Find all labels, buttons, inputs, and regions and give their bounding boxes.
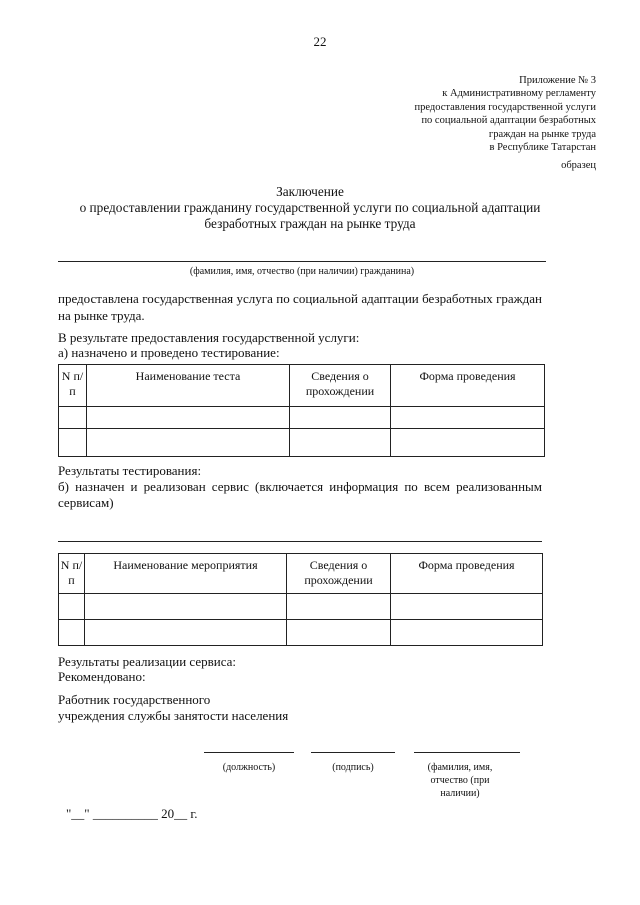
table-cell[interactable] xyxy=(391,594,543,620)
header-info: Сведения о прохождении xyxy=(290,365,391,407)
table-cell[interactable] xyxy=(59,594,85,620)
header-num: N п/п xyxy=(59,554,85,594)
appendix-line: по социальной адаптации безработных xyxy=(421,115,596,127)
table-row xyxy=(59,594,543,620)
signature-caption: (подпись) xyxy=(332,762,374,773)
header-event-name: Наименование мероприятия xyxy=(85,554,287,594)
header-test-name: Наименование теста xyxy=(87,365,290,407)
appendix-line: предоставления государственной услуги xyxy=(414,101,596,113)
name-signature-line[interactable] xyxy=(414,752,520,753)
worker-line: Работник государственного xyxy=(58,692,211,707)
table-cell[interactable] xyxy=(59,620,85,646)
position-caption: (должность) xyxy=(222,762,276,773)
service-text-line: предоставлена государственная услуга по социальной адаптации безработных граждан xyxy=(58,291,542,306)
appendix-line: к Административному регламенту xyxy=(442,88,596,100)
item-a: а) назначено и проведено тестирование: xyxy=(58,345,280,360)
item-b-line: б) назначен и реализован сервис (включается информация по всем реализованным xyxy=(58,479,542,494)
table-cell[interactable] xyxy=(287,620,391,646)
services-blank-line[interactable] xyxy=(58,541,542,542)
name-caption: (фамилия, имя, отчество (при наличии) xyxy=(427,762,493,799)
appendix-line: граждан на рынке труда xyxy=(488,128,596,140)
fio-blank-line[interactable] xyxy=(58,261,546,262)
table-cell[interactable] xyxy=(391,429,545,457)
appendix-line: в Республике Татарстан xyxy=(489,142,596,154)
table-cell[interactable] xyxy=(290,429,391,457)
header-form: Форма проведения xyxy=(391,554,543,594)
service-results-label: Результаты реализации сервиса: xyxy=(58,654,237,669)
result-intro: В результате предоставления государственной услуги: xyxy=(58,330,360,345)
test-results-label: Результаты тестирования: xyxy=(58,463,202,478)
tests-table xyxy=(58,364,545,457)
date-line: "__" __________ 20__ г. xyxy=(66,806,198,821)
table-cell[interactable] xyxy=(85,620,287,646)
table-cell[interactable] xyxy=(85,594,287,620)
table-cell[interactable] xyxy=(391,407,545,429)
service-text-line: на рынке труда. xyxy=(58,308,145,323)
item-b-line: сервисам) xyxy=(58,495,114,510)
fio-caption: (фамилия, имя, отчество (при наличии) гражданина) xyxy=(189,266,415,277)
worker-line: учреждения службы занятости населения xyxy=(58,708,289,723)
table-cell[interactable] xyxy=(87,429,290,457)
page-number: 22 xyxy=(313,34,327,49)
table-row xyxy=(59,407,545,429)
title-line: безработных граждан на рынке труда xyxy=(204,216,416,231)
table-cell[interactable] xyxy=(59,407,87,429)
table-cell[interactable] xyxy=(287,594,391,620)
header-num: N п/п xyxy=(59,365,87,407)
appendix-line: Приложение № 3 xyxy=(519,75,596,86)
table-row xyxy=(59,620,543,646)
table-cell[interactable] xyxy=(290,407,391,429)
appendix-note xyxy=(415,74,596,154)
title-line: Заключение xyxy=(276,184,344,199)
table-cell[interactable] xyxy=(59,429,87,457)
services-table xyxy=(58,553,543,646)
header-form: Форма проведения xyxy=(391,365,545,407)
table-cell[interactable] xyxy=(391,620,543,646)
document-title xyxy=(40,184,580,232)
position-signature-line[interactable] xyxy=(204,752,294,753)
signature-line[interactable] xyxy=(311,752,395,753)
recommended-label: Рекомендовано: xyxy=(58,669,146,684)
table-row xyxy=(59,429,545,457)
title-line: о предоставлении гражданину государственной услуги по социальной адаптации xyxy=(79,200,541,215)
table-cell[interactable] xyxy=(87,407,290,429)
sample-label: образец xyxy=(561,160,596,171)
header-info: Сведения о прохождении xyxy=(287,554,391,594)
